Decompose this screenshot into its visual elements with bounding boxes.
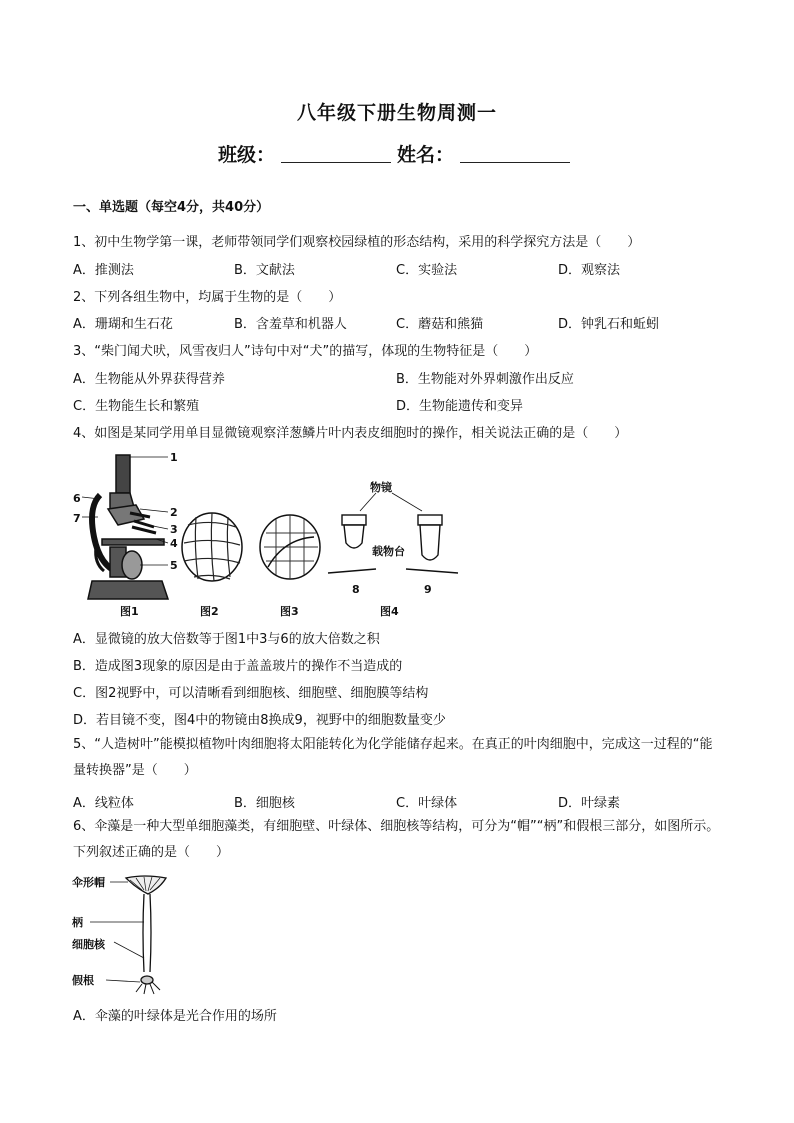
fig6-label-cap: 伞形帽: [72, 876, 105, 889]
fig4-stage-label: 载物台: [372, 545, 405, 558]
fig6-label-rhizoid: 假根: [72, 974, 94, 987]
fig2-cell-view: [182, 513, 242, 581]
question-1-stem: 1、初中生物学第一课，老师带领同学们观察校园绿植的形态结构，采用的科学探究方法是（ ）: [73, 235, 641, 250]
fig6-label-stalk: 柄: [72, 916, 83, 929]
q3-option-d: D．生物能遗传和变异: [396, 399, 524, 414]
fig2-caption: 图2: [200, 605, 219, 618]
fig6-label-nucleus: 细胞核: [72, 938, 105, 951]
fig4-caption: 图4: [380, 605, 399, 618]
question-6-stem: 6、伞藻是一种大型单细胞藻类，有细胞壁、叶绿体、细胞核等结构，可分为“帽”“柄”和假根三部分，如图所示。下列叙述正确的是（ ）: [73, 819, 720, 860]
q6-option-a: A．伞藻的叶绿体是光合作用的场所: [73, 1009, 277, 1024]
q4-option-a: A．显微镜的放大倍数等于图1中3与6的放大倍数之积: [73, 632, 380, 647]
page-title: 八年级下册生物周测一: [296, 102, 497, 124]
class-label: 班级：: [217, 144, 275, 166]
name-label: 姓名：: [397, 144, 455, 166]
acetabularia-figure: [70, 872, 210, 1002]
q3-option-c: C．生物能生长和繁殖: [73, 399, 200, 414]
q5-option-a: A．线粒体: [73, 796, 134, 811]
question-4-stem: 4、如图是某同学用单目显微镜观察洋葱鳞片叶内表皮细胞时的操作，相关说法正确的是（ ）: [73, 426, 628, 441]
acetabularia-drawing: [126, 876, 166, 994]
q1-option-d: D．观察法: [558, 263, 621, 278]
q1-option-b: B．文献法: [234, 263, 295, 278]
question-2-stem: 2、下列各组生物中，均属于生物的是（ ）: [73, 290, 342, 305]
q3-option-a: A．生物能从外界获得营养: [73, 372, 225, 387]
q2-option-c: C．蘑菇和熊猫: [396, 317, 484, 332]
q4-option-c: C．图2视野中，可以清晰看到细胞核、细胞壁、细胞膜等结构: [73, 686, 429, 701]
fig3-cell-view: [260, 515, 320, 579]
fig4-number-8: 8: [352, 583, 360, 596]
q1-option-a: A．推测法: [73, 263, 134, 278]
microscope-figure: [70, 447, 470, 622]
q2-option-a: A．珊瑚和生石花: [73, 317, 173, 332]
fig1-number-7: 7: [73, 512, 81, 525]
q4-option-b: B．造成图3现象的原因是由于盖盖玻片的操作不当造成的: [73, 659, 403, 674]
q5-option-c: C．叶绿体: [396, 796, 458, 811]
section-heading: 一、单选题（每空4分，共40分）: [73, 200, 270, 215]
q5-option-d: D．叶绿素: [558, 796, 621, 811]
question-3-stem: 3、“柴门闻犬吠，风雪夜归人”诗句中对“犬”的描写，体现的生物特征是（ ）: [73, 344, 538, 359]
student-info-line: [0, 140, 794, 167]
acetabularia-figure-svg: [70, 872, 210, 1002]
q2-option-d: D．钟乳石和蚯蚓: [558, 317, 660, 332]
fig1-caption: 图1: [120, 605, 139, 618]
fig4-number-9: 9: [424, 583, 432, 596]
fig1-number-4: 4: [170, 537, 178, 550]
fig1-number-3: 3: [170, 523, 178, 536]
fig1-number-1: 1: [170, 451, 178, 464]
fig1-number-6: 6: [73, 492, 81, 505]
fig4-objectives: [328, 493, 458, 573]
q2-option-b: B．含羞草和机器人: [234, 317, 347, 332]
q1-option-c: C．实验法: [396, 263, 458, 278]
microscope-figure-svg: [70, 447, 470, 622]
q3-option-b: B．生物能对外界刺激作出反应: [396, 372, 574, 387]
q4-option-d: D．若目镜不变，图4中的物镜由8换成9，视野中的细胞数量变少: [73, 713, 446, 728]
fig4-objective-label: 物镜: [370, 481, 392, 494]
fig3-caption: 图3: [280, 605, 299, 618]
question-5-stem: 5、“人造树叶”能模拟植物叶肉细胞将太阳能转化为化学能储存起来。在真正的叶肉细胞中，完成这一过程的“能量转换器”是（ ）: [73, 737, 713, 778]
name-blank: [460, 144, 570, 163]
fig1-number-2: 2: [170, 506, 178, 519]
class-blank: [281, 144, 391, 163]
q5-option-b: B．细胞核: [234, 796, 295, 811]
fig1-number-5: 5: [170, 559, 178, 572]
